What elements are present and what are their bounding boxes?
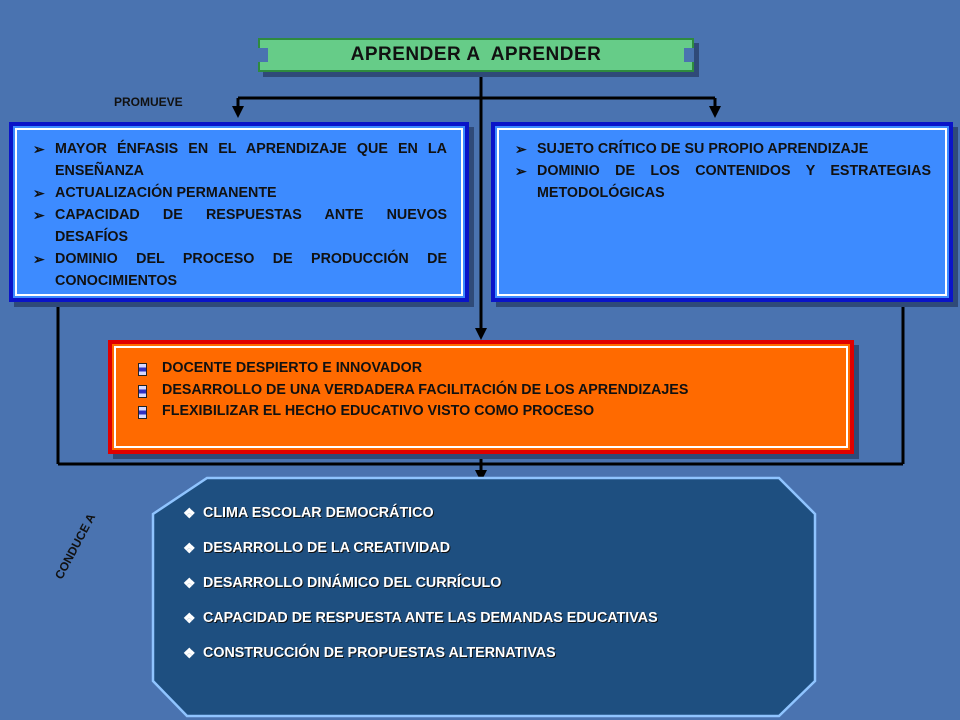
arrow-bullet-icon: ➢ [33,207,45,223]
flag-bullet-icon [138,406,147,419]
list-item: ➢ MAYOR ÉNFASIS EN EL APRENDIZAJE QUE EN LA ENSEÑANZA [33,138,447,182]
arrow-right-icon [709,106,721,118]
list-item: ➢ DOMINIO DE LOS CONTENIDOS Y ESTRATEGIAS METODOLÓGICAS [515,160,931,204]
list-item: ❖ DESARROLLO DINÁMICO DEL CURRÍCULO [183,572,783,594]
list-item: DOCENTE DESPIERTO E INNOVADOR [136,358,826,380]
diamond-bullet-icon: ❖ [183,645,196,661]
arrow-left-icon [232,106,244,118]
diagram-title: APRENDER A APRENDER [350,44,602,65]
flag-bullet-icon [138,363,147,376]
list-item: ➢ CAPACIDAD DE RESPUESTAS ANTE NUEVOS DESAFÍOS [33,204,447,248]
left-list [33,138,447,292]
list-item: ❖ CONSTRUCCIÓN DE PROPUESTAS ALTERNATIVAS [183,642,783,664]
middle-box [108,340,854,454]
bottom-box [147,476,819,718]
left-box [9,122,469,302]
flag-bullet-icon [138,385,147,398]
title-banner [258,38,694,72]
right-list [515,138,931,204]
list-item: ➢ ACTUALIZACIÓN PERMANENTE [33,182,447,204]
middle-list [136,358,826,423]
bottom-list [183,502,783,664]
label-promueve: PROMUEVE [114,95,183,109]
label-conduce-a: CONDUCE A [52,511,99,582]
arrow-bullet-icon: ➢ [33,251,45,267]
arrow-bullet-icon: ➢ [515,141,527,157]
list-item: ❖ CLIMA ESCOLAR DEMOCRÁTICO [183,502,783,524]
right-box [491,122,953,302]
diamond-bullet-icon: ❖ [183,575,196,591]
diamond-bullet-icon: ❖ [183,540,196,556]
arrow-bullet-icon: ➢ [515,163,527,179]
banner-notch-left [258,48,268,62]
list-item: ❖ CAPACIDAD DE RESPUESTA ANTE LAS DEMANDAS EDUCATIVAS [183,607,783,629]
arrow-bullet-icon: ➢ [33,185,45,201]
arrow-middle-icon [475,328,487,340]
list-item: FLEXIBILIZAR EL HECHO EDUCATIVO VISTO COMO PROCESO [136,401,826,423]
list-item: ❖ DESARROLLO DE LA CREATIVIDAD [183,537,783,559]
list-item: ➢ SUJETO CRÍTICO DE SU PROPIO APRENDIZAJE [515,138,931,160]
diamond-bullet-icon: ❖ [183,610,196,626]
arrow-bullet-icon: ➢ [33,141,45,157]
list-item: DESARROLLO DE UNA VERDADERA FACILITACIÓN DE LOS APRENDIZAJES [136,380,826,402]
diamond-bullet-icon: ❖ [183,505,196,521]
list-item: ➢ DOMINIO DEL PROCESO DE PRODUCCIÓN DE CONOCIMIENTOS [33,248,447,292]
banner-notch-right [684,48,694,62]
